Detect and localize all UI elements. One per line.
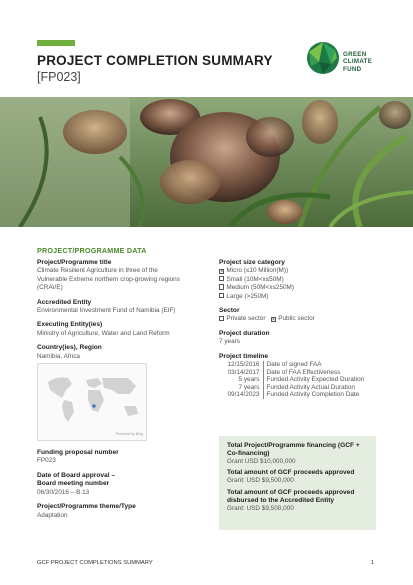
world-map-icon [42,372,144,424]
hero-image [0,97,413,227]
accent-bar [37,40,75,46]
country-label: Country(ies), Region [37,344,102,352]
checkbox-icon [219,276,224,281]
checkbox-icon [219,293,224,298]
approved-value: Grant: USD $9,500,000 [227,477,294,485]
page-number: 1 [371,560,375,566]
checkbox-checked-icon: × [272,316,275,323]
sector-label: Sector [219,307,240,315]
gcf-logo [305,40,385,84]
project-title-label: Project/Programme title [37,259,112,266]
right-column [219,259,379,405]
approved-label: Total amount of GCF proceeds approved [227,469,355,477]
total-financing-label: Total Project/Programme financing (GCF + Co-financing) [227,442,360,457]
project-title-value: Climate Resilient Agriculture in three of the Vulnerable Extreme northern crop-growing regions (CRAVE) [37,267,180,292]
duration-label: Project duration [219,329,270,337]
duration-value: 7 years [219,338,240,346]
world-map [37,363,147,441]
checkbox-checked-icon: × [220,268,224,275]
timeline-row: 5 years Funded Activity Expected Duration [219,376,373,384]
funding-proposal-value: FP023 [37,457,56,465]
board-approval-label: Date of Board approval – [37,471,116,479]
disbursed-value: Grant: USD $9,500,000 [227,504,294,512]
gcf-logo-icon [305,40,341,76]
size-option-large: Large (>250M) [219,293,379,301]
financing-box [219,436,376,530]
timeline-table [219,361,373,399]
total-financing-value: Grant USD $10,000,000 [227,457,296,465]
checkbox-icon [219,316,224,321]
section-heading: PROJECT/PROGRAMME DATA [37,246,147,255]
executing-entity-value: Ministry of Agriculture, Water and Land Reform [37,329,170,337]
theme-label: Project/Programme theme/Type [37,503,136,511]
size-option-small: Small (10M<x≤50M) [219,276,379,284]
theme-value: Adaptation [37,511,68,519]
timeline-row: 09/14/2023 Funded Activity Completion Date [219,391,373,399]
disbursed-label: Total amount of GCF proceeds approved disbursed to the Accredited Entity [227,488,355,504]
left-column [37,259,182,526]
funding-proposal-label: Funding proposal number [37,449,119,457]
project-code: [FP023] [37,70,81,84]
timeline-label: Project timeline [219,352,269,360]
map-credit: Powered by Bing [115,431,143,436]
checkbox-icon [219,284,224,289]
page-title: PROJECT COMPLETION SUMMARY [37,53,273,68]
board-meeting-label: Board meeting number [37,480,110,488]
accredited-entity-value: Environmental Investment Fund of Namibia (EIF) [37,307,176,315]
board-approval-value: 06/30/2016 – B.13 [37,488,90,496]
size-option-medium: Medium (50M<x≤250M) [219,284,379,292]
timeline-row: 12/15/2016 Date of signed FAA [219,361,373,369]
accredited-entity-label: Accredited Entity [37,298,92,306]
size-option-micro: × Micro (≤10 Million(M)) [220,267,289,275]
logo-text: GREEN CLIMATE FUND [343,51,373,73]
timeline-row: 7 years Funded Activity Actual Duration [219,384,373,392]
country-value: Namibia, Africa [37,352,80,360]
executing-entity-label: Executing Entity(ies) [37,321,103,329]
sector-options: Private sector × Public sector [219,315,379,323]
footer-text: GCF PROJECT COMPLETIONS SUMMARY [37,560,153,566]
timeline-row: 03/14/2017 Date of FAA Effectiveness [219,369,373,377]
size-category-label: Project size category [219,259,285,266]
